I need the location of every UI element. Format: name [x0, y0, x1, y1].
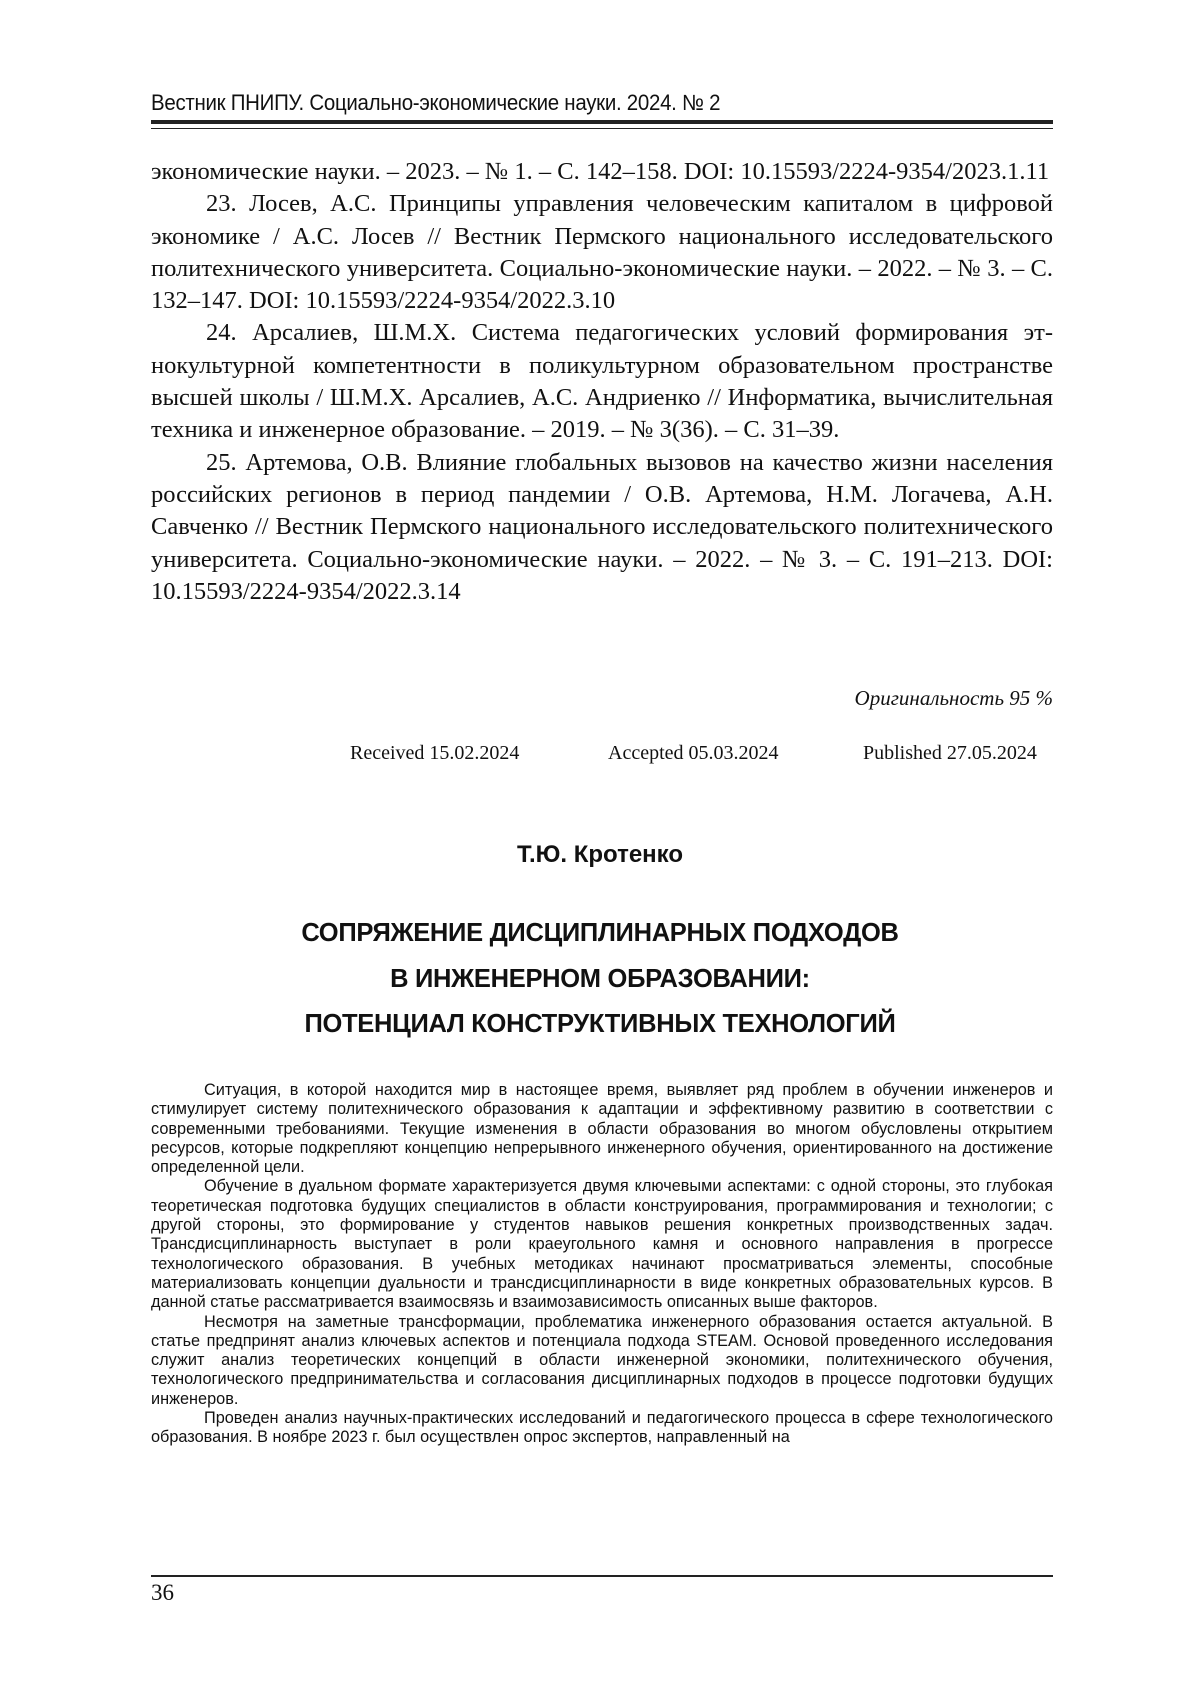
running-head: Вестник ПНИПУ. Социально-экономические науки. 2024. № 2 [151, 90, 721, 115]
header-rule-thin [151, 128, 1053, 129]
accepted-date: Accepted 05.03.2024 [608, 742, 779, 764]
page-number: 36 [151, 1580, 174, 1605]
reference-item: экономические науки. – 2023. – № 1. – С. 142–158. DOI: 10.15593/2224-9354/2023.1.11 [151, 158, 1050, 185]
abstract-paragraph: Обучение в дуальном формате характеризуется двумя ключевыми аспектами: с одной стороны, это глубокая теоретическая подготовка будущих специалистов в области конструирования, программирования и технологии; с другой стороны, это формирование у студентов навыков решения конкретных производственных задач. Трансдисциплинарность выступает в роли краеугольного камня и основного направления в прогрессе технологического образования. В учебных методиках начинают просматриваться элементы, способные материализовать концепции дуальности и трансдисциплинарности в виде конкретных образовательных курсов. В данной статье рассматривается взаимосвязь и взаимозависимость описанных выше факторов. [151, 1177, 1053, 1312]
article-title-line: ПОТЕНЦИАЛ КОНСТРУКТИВНЫХ ТЕХНОЛОГИЙ [304, 1010, 896, 1038]
reference-item: 23. Лосев, А.С. Принципы управления человеческим капиталом в цифровой экономике / А.С. Лосев // Вестник Пермского национального исследовательского политехнического университета. Социально-экономические науки. – 2022. – № 3. – С. 132–147. DOI: 10.15593/2224-9354/2022.3.10 [151, 190, 1053, 315]
article-title-line: В ИНЖЕНЕРНОМ ОБРАЗОВАНИИ: [390, 964, 810, 993]
article-author: Т.Ю. Кротенко [516, 841, 684, 868]
footer-rule [151, 1575, 1053, 1577]
published-date: Published 27.05.2024 [863, 742, 1037, 764]
originality-note: Оригинальность 95 % [854, 686, 1053, 710]
reference-item: 25. Артемова, О.В. Влияние глобальных вызовов на качество жизни населения российских регионов в период пандемии / О.В. Артемова, Н.М. Логачева, А.Н. Савченко // Вестник Пермского национального исследовательского политехнического университета. Социально-экономические науки. – 2022. – № 3. – С. 191–213. DOI: 10.15593/2224-9354/2022.3.14 [151, 448, 1053, 605]
header-rule-thick [151, 120, 1053, 124]
reference-item: 24. Арсалиев, Ш.М.Х. Система педагогических условий формирования этнокультурной компетентности в поликультурном образовательном пространстве высшей школы / Ш.М.Х. Арсалиев, А.С. Андриенко // Информатика, вычислительная техника и инженерное образование. – 2019. – № 3(36). – С. 31–39. [151, 319, 1053, 444]
abstract-paragraph: Несмотря на заметные трансформации, проблематика инженерного образования остается актуальной. В статье предпринят анализ ключевых аспектов и потенциала подхода STEAM. Основой проведенного исследования служит анализ теоретических концепций в области инженерной экономики, политехнического обучения, технологического предпринимательства и согласования дисциплинарных подходов в процессе подготовки будущих инженеров. [151, 1312, 1053, 1408]
article-title-line: СОПРЯЖЕНИЕ ДИСЦИПЛИНАРНЫХ ПОДХОДОВ [301, 919, 899, 947]
abstract-paragraph: Ситуация, в которой находится мир в настоящее время, выявляет ряд проблем в обучении инженеров и стимулирует систему политехнического образования к адаптации и эффективному развитию в соответствии с современными требованиями. Текущие изменения в области образования во многом обусловлены открытием ресурсов, которые подкрепляют концепцию непрерывного инженерного обучения, ориентированного на достижение определенной цели. [151, 1081, 1053, 1177]
abstract [151, 1081, 1053, 1448]
received-date: Received 15.02.2024 [350, 742, 520, 764]
abstract-paragraph: Проведен анализ научных-практических исследований и педагогического процесса в сфере технологического образования. В ноябре 2023 г. был осуществлен опрос экспертов, направленный на [151, 1409, 1053, 1447]
reference-list [151, 156, 1053, 608]
article-title [0, 911, 1200, 1048]
